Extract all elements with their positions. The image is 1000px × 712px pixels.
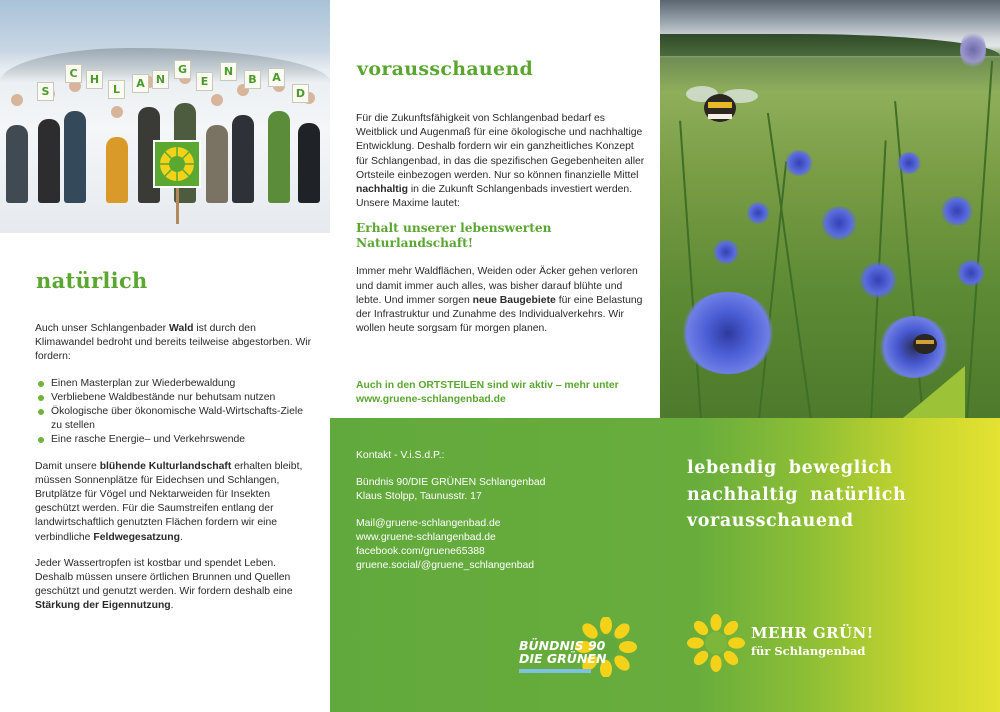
sunflower-sign [153, 140, 201, 188]
person [6, 125, 28, 203]
letter-card: L [108, 80, 125, 99]
text: . [179, 531, 183, 543]
contact-links [356, 517, 646, 573]
paragraph-wasser [35, 557, 315, 614]
text: . [170, 600, 174, 612]
text-bold: nachhaltig [356, 184, 408, 196]
heading-vorausschauend: vorausschauend [357, 58, 534, 80]
cornflower [940, 196, 974, 226]
wordmark-line: DIE GRÜNEN [519, 651, 607, 666]
list-item: Verbliebene Waldbestände nur behutsam nutzen [35, 391, 315, 405]
slogan-row [687, 482, 918, 509]
facebook-link[interactable]: facebook.com/gruene65388 [356, 546, 485, 557]
letter-card: A [132, 74, 149, 93]
paragraph-wald [35, 322, 315, 365]
ortsteile-text: Auch in den ORTSTEILEN sind wir aktiv – mehr unter [356, 380, 619, 391]
letter-card: A [268, 68, 285, 87]
mehr-gruen-logo [687, 612, 927, 674]
text: Auch unser Schlangenbader [35, 323, 170, 334]
letter-card: B [244, 70, 261, 89]
text-bold: Wald [169, 323, 194, 334]
wordmark-underline [519, 669, 591, 673]
person-head [211, 94, 223, 106]
cornflower [784, 150, 814, 176]
slogan-block [687, 455, 918, 535]
person-head [11, 94, 23, 106]
email-link[interactable]: Mail@gruene-schlangenbad.de [356, 518, 501, 529]
sunflower-icon [155, 142, 199, 186]
sign-pole [176, 188, 179, 224]
wordmark-line: BÜNDNIS 90 [519, 638, 606, 653]
paragraph-zukunft [356, 112, 646, 211]
ortsteile-note [356, 379, 646, 408]
website-link[interactable]: www.gruene-schlangenbad.de [356, 532, 496, 543]
contact-address [356, 476, 646, 504]
contact-block [356, 449, 646, 586]
cornflower [896, 152, 922, 174]
letter-card: N [152, 70, 169, 89]
heading-natuerlich: natürlich [36, 268, 148, 293]
slogan-word: vorausschauend [687, 511, 854, 531]
mehr-gruen-title: MEHR GRÜN! [751, 624, 874, 642]
letter-card: D [292, 84, 309, 103]
person [268, 111, 290, 203]
social-link[interactable]: gruene.social/@gruene_schlangenbad [356, 560, 535, 571]
snow-group-photo [0, 0, 330, 233]
cornflower [746, 202, 770, 224]
text: erhalten bleibt, müssen Sonnenplätze für Eidechsen und Schlangen, Brutplätze für Vögel und Nektarweiden für Insekten geschützt werden. Für die Saumstreifen entlang der landwirtschaftlich genutzten Flächen fordern wir eine verbindliche [35, 460, 303, 543]
grass-stem [679, 121, 702, 418]
slogan-word: natürlich [810, 484, 907, 505]
bumblebee-icon [682, 78, 764, 130]
letter-card: C [65, 64, 82, 83]
letter-card: G [174, 60, 191, 79]
slogan-word: lebendig [687, 458, 777, 478]
text-bold: Feldwegesatzung [93, 531, 180, 543]
website-link[interactable]: www.gruene-schlangenbad.de [356, 394, 506, 406]
person [38, 119, 60, 203]
contact-org: Bündnis 90/DIE GRÜNEN Schlangenbad [356, 477, 546, 488]
list-item: Ökologische über ökonomische Wald-Wirtschafts-Ziele zu stellen [35, 405, 315, 433]
col1-body [35, 322, 315, 626]
paragraph-flaechen [356, 265, 646, 336]
text: für eine Belastung der Infrastruktur und Zunahme des Individualverkehrs. Wir wollen heute sorgsam für morgen planen. [356, 294, 643, 335]
text-bold: Stärkung der Eigennutzung [35, 600, 171, 612]
text: in die Zukunft Schlangenbads investiert werden. Unsere Maxime lautet: [356, 184, 633, 210]
text: Immer mehr Waldflächen, Weiden oder Äcker gehen verloren und damit immer auch alles, was bisher darauf blühte und lebte. Und immer sorgen [356, 266, 638, 306]
text-bold: neue Baugebiete [472, 294, 556, 306]
cornflower-field-photo [660, 0, 1000, 418]
cornflower [712, 240, 740, 264]
contact-street: Klaus Stolpp, Taunusstr. 17 [356, 491, 482, 502]
slogan-row [687, 508, 918, 535]
person [106, 137, 128, 203]
person [298, 123, 320, 203]
cornflower [858, 262, 898, 298]
person [232, 115, 254, 203]
subheading-naturlandschaft: Erhalt unserer lebenswerten Naturlandschaft! [356, 221, 552, 251]
col2-body [356, 112, 646, 336]
contact-label: Kontakt - V.i.S.d.P.: [356, 450, 445, 461]
slogan-word: beweglich [788, 458, 893, 478]
demands-list [35, 377, 315, 448]
cornflower [820, 206, 858, 240]
letter-card: E [196, 72, 213, 91]
list-item: Einen Masterplan zur Wiederbewaldung [35, 377, 315, 391]
grass-stem [966, 61, 993, 418]
person-head [111, 106, 123, 118]
sunflower-icon [687, 614, 745, 672]
letter-card: S [37, 82, 54, 101]
list-item: Eine rasche Energie– und Verkehrswende [35, 433, 315, 447]
buendnis-wordmark [519, 639, 606, 665]
slogan-row [687, 455, 918, 482]
cornflower [960, 30, 986, 70]
cornflower [680, 292, 776, 374]
text: Jeder Wassertropfen ist kostbar und spendet Leben. Deshalb müssen unsere örtlichen Brunnen und Quellen geschützt und genutzt werden. Wir fordern deshalb eine [35, 557, 293, 598]
grass-stem [758, 161, 787, 418]
text-bold: blühende Kulturlandschaft [99, 460, 232, 472]
text: Damit unsere [35, 460, 100, 472]
text: Für die Zukunftsfähigkeit von Schlangenbad bedarf es Weitblick und Augenmaß für eine ökologische und nachhaltige Entwicklung. Deshalb fordern wir ein ganzheitliches Konzept für Schlangenbad, in das die spezifischen Gegebenheiten aller Ortsteile einbezogen werden. Nur so können finanzielle Mittel [356, 113, 645, 181]
person [206, 125, 228, 203]
mehr-gruen-subtitle: für Schlangenbad [751, 644, 866, 658]
buendnis90-logo [519, 617, 639, 679]
bee-icon [910, 330, 940, 356]
letter-card: H [86, 70, 103, 89]
text: ist durch den Klimawandel bedroht und bereits teilweise abgestorben. Wir fordern: [35, 323, 312, 363]
slogan-word: nachhaltig [687, 484, 799, 505]
person [64, 111, 86, 203]
paragraph-kulturlandschaft [35, 460, 315, 545]
letter-card: N [220, 62, 237, 81]
cornflower [956, 260, 986, 286]
